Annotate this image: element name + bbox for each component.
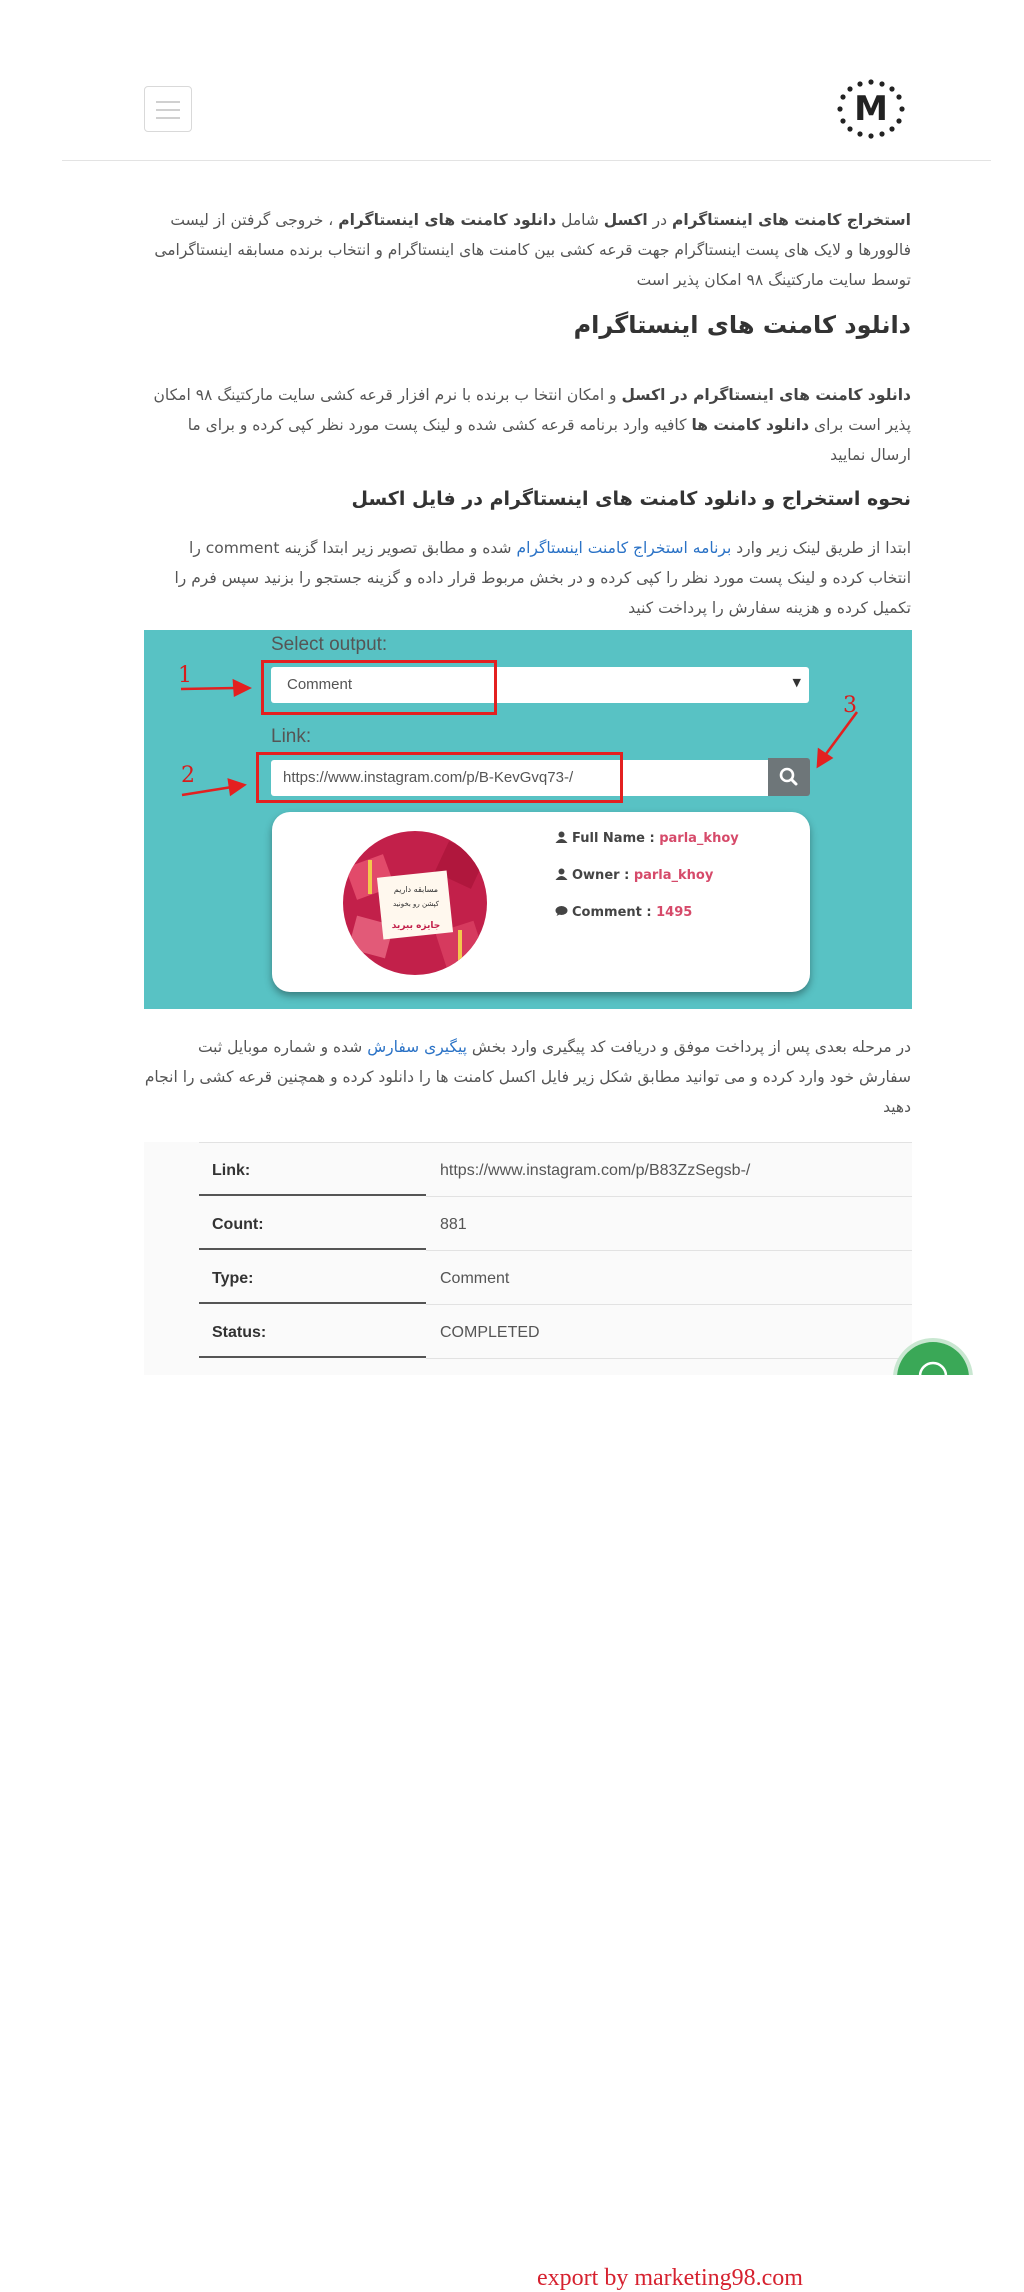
- bold-text: استخراج کامنت های اینستاگرام: [671, 211, 911, 229]
- section-heading: دانلود کامنت های اینستاگرام: [573, 311, 911, 339]
- bold-text: دانلود کامنت ها: [691, 416, 810, 434]
- menu-toggle-button[interactable]: [144, 86, 192, 132]
- table-row: [199, 1251, 912, 1305]
- page-bottom-margin: [0, 1375, 1024, 1449]
- menu-bar-icon: [156, 117, 180, 119]
- comment-icon: [555, 905, 568, 917]
- table-key-cell: [199, 1251, 426, 1304]
- post-thumbnail[interactable]: [342, 830, 488, 976]
- result-card: [272, 812, 810, 992]
- comment-row: [555, 905, 692, 920]
- export-watermark: export by marketing98.com: [537, 2265, 803, 2291]
- table-value-cell: [426, 1143, 912, 1197]
- text: شامل: [556, 211, 604, 229]
- table-value-cell: [426, 1197, 912, 1251]
- table-key: Status:: [212, 1324, 267, 1341]
- text: در مرحله بعدی پس از پرداخت موفق و دریافت کد پیگیری وارد بخش: [467, 1038, 911, 1056]
- step-number-2: 2: [181, 763, 195, 788]
- table-key-cell: [199, 1305, 426, 1358]
- link-label: Link:: [271, 726, 312, 747]
- field-label: Owner :: [572, 868, 630, 883]
- table-row: [199, 1197, 912, 1251]
- table-value-cell: [426, 1305, 912, 1359]
- table-value-cell: [426, 1251, 912, 1305]
- site-logo[interactable]: [828, 78, 914, 140]
- bold-text: دانلود کامنت های اینستاگرام در اکسل: [621, 386, 911, 404]
- table-key-cell: [199, 1197, 426, 1250]
- field-value: parla_khoy: [633, 868, 714, 883]
- tracking-paragraph: [143, 1032, 911, 1122]
- text: کافیه وارد برنامه قرعه کشی شده و لینک پست مورد نظر کپی کرده و برای ما ارسال نمایید: [187, 416, 911, 464]
- site-header: [62, 60, 991, 161]
- order-tracking-link[interactable]: پیگیری سفارش: [367, 1038, 467, 1056]
- comment-extractor-link[interactable]: برنامه استخراج کامنت اینستاگرام: [516, 539, 732, 557]
- field-value: 1495: [656, 905, 693, 920]
- intro-paragraph: [143, 205, 911, 295]
- table-key: Link:: [212, 1162, 251, 1179]
- owner-row: [555, 868, 713, 883]
- table-key: Count:: [212, 1216, 264, 1233]
- table-row: [199, 1143, 912, 1197]
- post-caption: جایزه ببرید: [391, 921, 441, 931]
- text: ابتدا از طریق لینک زیر وارد: [731, 539, 911, 557]
- text: ، خروجی گرفتن از لیست فالوورها و لایک های پست اینستاگرام جهت قرعه کشی بین کامنت های اینستاگرام و انتخاب برنده مسابقه اینستاگرامی توسط سایت مارکتینگ ۹۸ امکان پذیر است: [154, 211, 911, 289]
- steps-paragraph: [143, 533, 911, 623]
- step-number-3: 3: [843, 693, 857, 718]
- field-label: Full Name :: [572, 831, 655, 846]
- post-caption: مسابقه داریم: [393, 885, 439, 894]
- download-paragraph: [143, 380, 911, 470]
- output-select-value: Comment: [287, 676, 353, 693]
- svg-text:M: M: [854, 89, 888, 129]
- article-body-2: [143, 1032, 911, 1122]
- table-value: 881: [440, 1216, 467, 1233]
- full-name-row: [555, 831, 739, 846]
- subsection-heading: نحوه استخراج و دانلود کامنت های اینستاگرام در فایل اکسل: [351, 488, 911, 510]
- text: در: [647, 211, 672, 229]
- text: شده و مطابق تصویر زیر ابتدا گزینه comment را انتخاب کرده و لینک پست مورد نظر را کپی کرده و در بخش مربوط قرار داده و گزینه جستجو را بزنید سپس فرم را تکمیل کرده و هزینه سفارش را پرداخت کنید: [174, 539, 911, 617]
- menu-bar-icon: [156, 109, 180, 111]
- table-value: COMPLETED: [440, 1324, 540, 1341]
- table-value: https://www.instagram.com/p/B83ZzSegsb-/: [440, 1162, 751, 1179]
- user-icon: [555, 868, 568, 880]
- post-link-value: https://www.instagram.com/p/B-KevGvq73-/: [283, 769, 574, 786]
- step-number-1: 1: [178, 663, 192, 688]
- text: و امکان انتخا ب برنده با نرم افزار قرعه کشی سایت مارکتینگ ۹۸ امکان پذیر است برای: [153, 386, 911, 434]
- text: شده و شماره موبایل ثبت سفارش خود وارد کرده و می توانید مطابق شکل زیر فایل اکسل کامنت ها را دانلود کرده و همچنین قرعه کشی را انجام دهید: [144, 1038, 911, 1116]
- article-body: [143, 205, 911, 623]
- order-result-table: [144, 1142, 912, 2291]
- table-row: [199, 1305, 912, 1359]
- bold-text: دانلود کامنت های اینستاگرام: [338, 211, 557, 229]
- table-key: Type:: [212, 1270, 254, 1287]
- select-output-label: Select output:: [271, 634, 388, 655]
- bold-text: اکسل: [603, 211, 648, 229]
- field-value: parla_khoy: [659, 831, 739, 846]
- post-caption: کپشن رو بخونید: [392, 900, 440, 908]
- caret-down-icon: ▼: [792, 676, 801, 689]
- user-icon: [555, 831, 568, 843]
- table-key-cell: [199, 1143, 426, 1196]
- menu-bar-icon: [156, 101, 180, 103]
- table-value: Comment: [440, 1270, 510, 1287]
- field-label: Comment :: [572, 905, 652, 920]
